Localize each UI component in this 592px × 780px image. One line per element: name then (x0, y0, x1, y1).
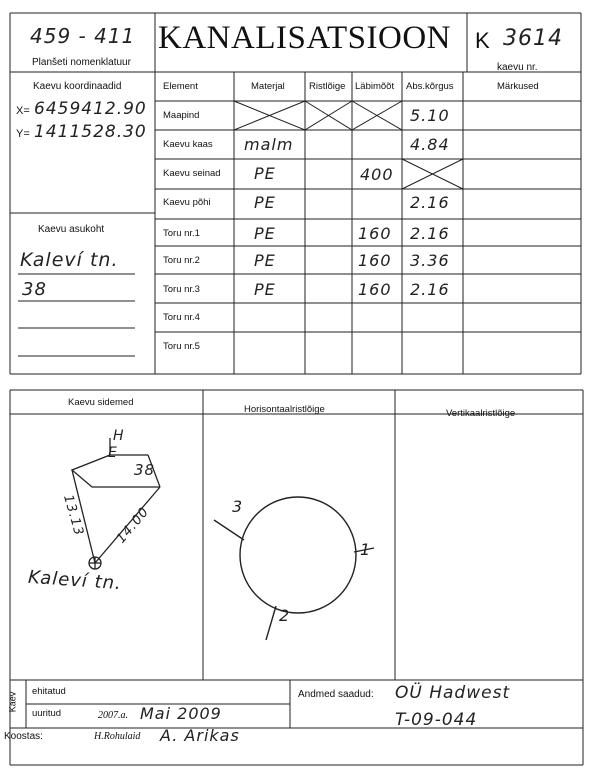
sketch-h-letter: H (113, 428, 125, 444)
row-abs: 5.10 (410, 106, 450, 125)
koostas-printed: H.Rohulaid (94, 731, 141, 742)
page-title: KANALISATSIOON (158, 20, 451, 56)
pipe-3-label: 3 (232, 497, 244, 516)
sketch-e-letter: E (108, 445, 118, 461)
cross-section-circle (214, 497, 374, 640)
row-materjal: PE (254, 224, 276, 243)
row-abs: 3.36 (410, 251, 450, 270)
uuritud-printed: 2007.a. (98, 710, 128, 721)
coord-x-prefix: X= (16, 105, 30, 117)
well-prefix: K (475, 28, 490, 53)
row-labimoot: 160 (358, 280, 392, 299)
th-element: Element (163, 81, 198, 92)
pipe-2-label: 2 (279, 606, 291, 625)
th-labimoot: Läbimõõt (355, 81, 395, 92)
coord-y-prefix: Y= (16, 128, 30, 140)
row-abs: 2.16 (410, 224, 450, 243)
sketch-dist-left: 13.13 (60, 493, 87, 538)
ehitatud-label: ehitatud (32, 686, 66, 697)
coord-y-value: 1411528.30 (34, 122, 147, 142)
coordinates-label: Kaevu koordinaadid (33, 81, 122, 92)
row-element: Kaevu kaas (163, 139, 213, 150)
row-element: Maapind (163, 110, 200, 121)
location-label: Kaevu asukoht (38, 224, 105, 235)
row-materjal: PE (254, 193, 276, 212)
row-element: Toru nr.3 (163, 284, 200, 295)
andmed-value: OÜ Hadwest (395, 683, 511, 703)
th-materjal: Materjal (251, 81, 285, 92)
row-materjal: malm (244, 135, 294, 154)
uuritud-label: uuritud (32, 708, 62, 719)
vertikaal-label: Vertikaalristlõige (446, 408, 516, 419)
row-element: Kaevu põhi (163, 197, 211, 208)
row-element: Kaevu seinad (163, 168, 221, 179)
koostas-label: Koostas: (4, 731, 43, 742)
row-labimoot: 160 (358, 224, 392, 243)
uuritud-hand: Mai 2009 (140, 704, 222, 723)
row-abs: 2.16 (410, 280, 450, 299)
planset-number: 459 - 411 (30, 24, 136, 48)
row-element: Toru nr.4 (163, 312, 200, 323)
row-labimoot: 160 (358, 251, 392, 270)
th-ristloige: Ristlõige (309, 81, 346, 92)
well-label: kaevu nr. (497, 62, 538, 73)
horisontaal-label: Horisontaalristlõige (244, 404, 325, 415)
andmed-label: Andmed saadud: (298, 689, 374, 700)
planset-label: Planšeti nomenklatuur (32, 57, 131, 68)
location-number: 38 (22, 279, 47, 300)
andmed-code: T-09-044 (395, 710, 478, 730)
row-materjal: PE (254, 251, 276, 270)
well-number: 3614 (503, 26, 563, 51)
location-street: Kaleví tn. (20, 249, 119, 271)
th-abs: Abs.kõrgus (406, 81, 454, 92)
coord-x-value: 6459412.90 (34, 99, 147, 119)
row-element: Toru nr.5 (163, 341, 200, 352)
row-materjal: PE (254, 280, 276, 299)
row-element: Toru nr.2 (163, 255, 200, 266)
sidemed-label: Kaevu sidemed (68, 397, 134, 408)
row-materjal: PE (254, 164, 276, 183)
sketch-street: Kaleví tn. (27, 566, 123, 595)
row-element: Toru nr.1 (163, 228, 200, 239)
th-markused: Märkused (497, 81, 539, 92)
koostas-hand: A. Arikas (160, 726, 240, 745)
sketch-dist-right: 14.00 (113, 504, 153, 547)
row-abs: 2.16 (410, 193, 450, 212)
sketch-house-number: 38 (134, 461, 156, 479)
kaev-label: Kaev (7, 691, 18, 713)
row-abs: 4.84 (410, 135, 450, 154)
row-labimoot: 400 (360, 165, 394, 184)
pipe-1-label: 1 (360, 540, 372, 559)
